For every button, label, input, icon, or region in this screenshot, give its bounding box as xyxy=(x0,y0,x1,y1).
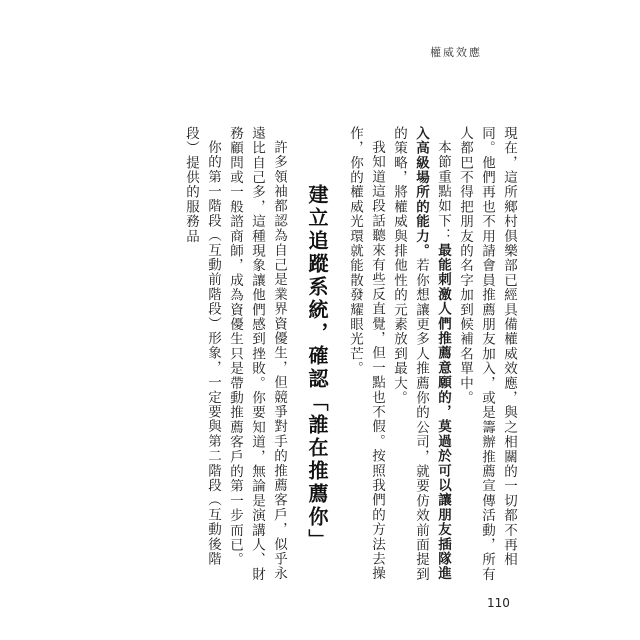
section-heading: 建立追蹤系統，確認「誰在推薦你」 xyxy=(305,184,329,552)
page-number: 110 xyxy=(487,596,510,610)
paragraph-5: 你的第一階段（互動前階段）形象，一定要與第二階段（互動後階段）提供的服務品 xyxy=(183,126,221,566)
paragraph-1: 現在，這所鄉村俱樂部已經具備權威效應，與之相關的一切都不再相同。他們再也不用請會員推薦朋友加入，或是籌辦推薦宣傳活動，所有人都巴不得把朋友的名字加到候補名單中。 xyxy=(457,126,517,582)
paragraph-2-lead: 本節重點如下： xyxy=(435,139,451,243)
body-text xyxy=(180,126,520,586)
running-head: 權威效應 xyxy=(430,46,482,59)
paragraph-2-tail: 若你想讓更多人推薦你的公司，就要仿效前面提到的策略，將權威與排他性的元素放到最大。 xyxy=(391,126,429,582)
paragraph-3: 我知道這段話聽來有些反直覺，但一點也不假。按照我們的方法去操作，你的權威光環就能散發耀眼光芒。 xyxy=(347,126,385,581)
paragraph-2 xyxy=(388,126,454,586)
paragraph-4: 許多領袖都認為自己是業界資優生，但競爭對手的推薦客戶，似乎永遠比自己多，這種現象讓他們感到挫敗。你要知道，無論是演講人、財務顧問或一般諮商師，成為資優生只是帶動推薦客戶的第一步而已。 xyxy=(227,126,287,582)
paragraph-2-emphasis: 最能刺激人們推薦意願的，莫過於可以讓朋友插隊進入高級場所的能力。 xyxy=(413,126,451,581)
